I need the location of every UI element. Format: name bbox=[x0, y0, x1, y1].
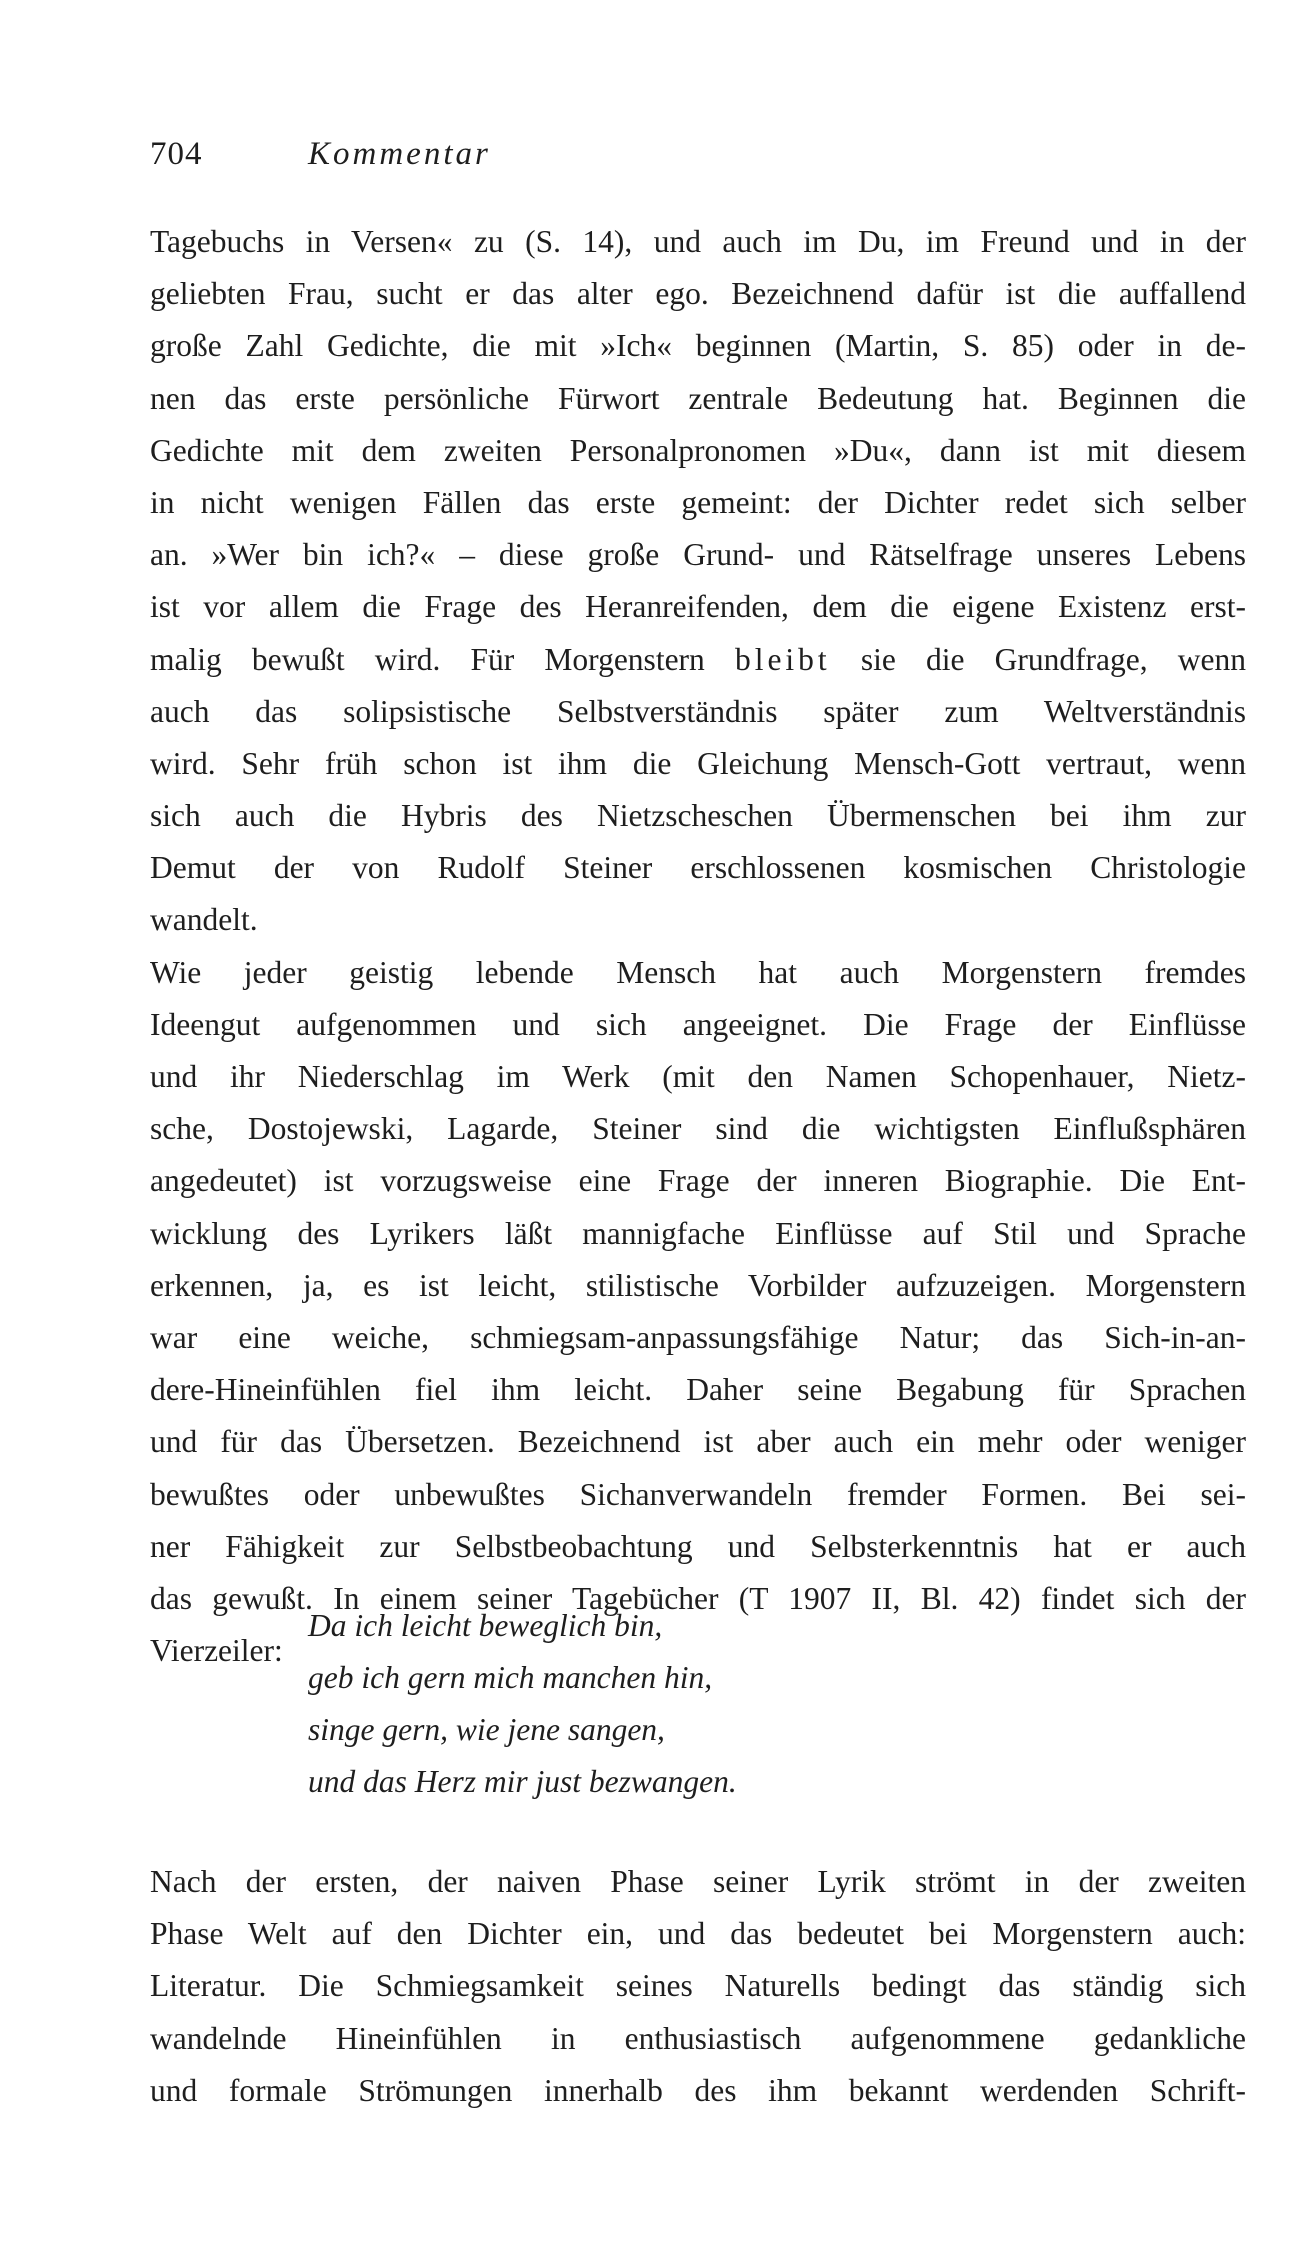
text-line: ist vor allem die Frage des Heranreifenden, dem die eigene Existenz erst- bbox=[150, 589, 1246, 625]
text-line: wicklung des Lyrikers läßt mannigfache Einflüsse auf Stil und Sprache bbox=[150, 1215, 1246, 1251]
page-number: 704 bbox=[150, 136, 203, 172]
text-line: Nach der ersten, der naiven Phase seiner Lyrik strömt in der zweiten bbox=[150, 1864, 1246, 1899]
text-line: wandelnde Hineinfühlen in enthusiastisch aufgenommene gedankliche bbox=[150, 2020, 1246, 2056]
text-line: dere-Hineinfühlen fiel ihm leicht. Daher seine Begabung für Sprachen bbox=[150, 1372, 1246, 1408]
text-line: wandelt. bbox=[150, 902, 258, 938]
text-line-emphasis bbox=[150, 634, 1246, 686]
text-line: wird. Sehr früh schon ist ihm die Gleichung Mensch-Gott vertraut, wenn bbox=[150, 745, 1246, 781]
text-line: an. »Wer bin ich?« – diese große Grund- und Rätselfrage unseres Lebens bbox=[150, 537, 1246, 573]
text-line: war eine weiche, schmiegsam-anpassungsfähige Natur; das Sich-in-an- bbox=[150, 1319, 1246, 1355]
text-line: große Zahl Gedichte, die mit »Ich« beginnen (Martin, S. 85) oder in de- bbox=[150, 328, 1246, 364]
text-segment: sie die Grundfrage, wenn bbox=[830, 641, 1247, 677]
text-line: geliebten Frau, sucht er das alter ego. Bezeichnend dafür ist die auffallend bbox=[150, 276, 1246, 312]
text-line: Vierzeiler: bbox=[150, 1633, 283, 1669]
paragraph-1-and-2 bbox=[150, 216, 1246, 1677]
quoted-verse bbox=[308, 1600, 737, 1808]
verse-line: Da ich leicht beweglich bin, bbox=[308, 1608, 663, 1643]
verse-line: singe gern, wie jene sangen, bbox=[308, 1712, 665, 1747]
text-line: Demut der von Rudolf Steiner erschlossenen kosmischen Christologie bbox=[150, 850, 1246, 886]
text-line: sich auch die Hybris des Nietzscheschen Übermenschen bei ihm zur bbox=[150, 798, 1246, 834]
text-line: und ihr Niederschlag im Werk (mit den Namen Schopenhauer, Nietz- bbox=[150, 1059, 1246, 1094]
paragraph-3 bbox=[150, 1856, 1246, 2117]
text-line: ner Fähigkeit zur Selbstbeobachtung und Selbsterkenntnis hat er auch bbox=[150, 1528, 1246, 1564]
text-line: bewußtes oder unbewußtes Sichanverwandeln fremder Formen. Bei sei- bbox=[150, 1476, 1246, 1512]
text-line: nen das erste persönliche Fürwort zentrale Bedeutung hat. Beginnen die bbox=[150, 380, 1246, 416]
text-line: sche, Dostojewski, Lagarde, Steiner sind die wichtigsten Einflußsphären bbox=[150, 1111, 1246, 1147]
spaced-emphasis: bleibt bbox=[734, 641, 831, 677]
text-line: und formale Strömungen innerhalb des ihm bekannt werdenden Schrift- bbox=[150, 2072, 1246, 2108]
text-line: Wie jeder geistig lebende Mensch hat auch Morgenstern fremdes bbox=[150, 954, 1246, 990]
text-line: Phase Welt auf den Dichter ein, und das bedeutet bei Morgenstern auch: bbox=[150, 1916, 1246, 1952]
running-head-title: Kommentar bbox=[308, 136, 491, 172]
text-line: in nicht wenigen Fällen das erste gemeint: der Dichter redet sich selber bbox=[150, 484, 1246, 520]
text-segment: malig bewußt wird. Für Morgenstern bbox=[150, 641, 735, 677]
text-line: Literatur. Die Schmiegsamkeit seines Naturells bedingt das ständig sich bbox=[150, 1968, 1246, 2004]
verse-line: und das Herz mir just bezwangen. bbox=[308, 1764, 737, 1799]
verse-line: geb ich gern mich manchen hin, bbox=[308, 1660, 713, 1695]
text-line: erkennen, ja, es ist leicht, stilistische Vorbilder aufzuzeigen. Morgenstern bbox=[150, 1267, 1246, 1303]
text-line: angedeutet) ist vorzugsweise eine Frage der inneren Biographie. Die Ent- bbox=[150, 1163, 1246, 1199]
text-line: auch das solipsistische Selbstverständnis später zum Weltverständnis bbox=[150, 693, 1246, 729]
text-line: und für das Übersetzen. Bezeichnend ist aber auch ein mehr oder weniger bbox=[150, 1424, 1246, 1460]
text-line: Ideengut aufgenommen und sich angeeignet. Die Frage der Einflüsse bbox=[150, 1006, 1246, 1042]
text-line: Gedichte mit dem zweiten Personalpronomen »Du«, dann ist mit diesem bbox=[150, 432, 1246, 468]
text-line: Tagebuchs in Versen« zu (S. 14), und auch im Du, im Freund und in der bbox=[150, 224, 1246, 259]
running-head bbox=[150, 134, 491, 174]
text-line: das gewußt. In einem seiner Tagebücher (T 1907 II, Bl. 42) findet sich der bbox=[150, 1580, 1246, 1616]
